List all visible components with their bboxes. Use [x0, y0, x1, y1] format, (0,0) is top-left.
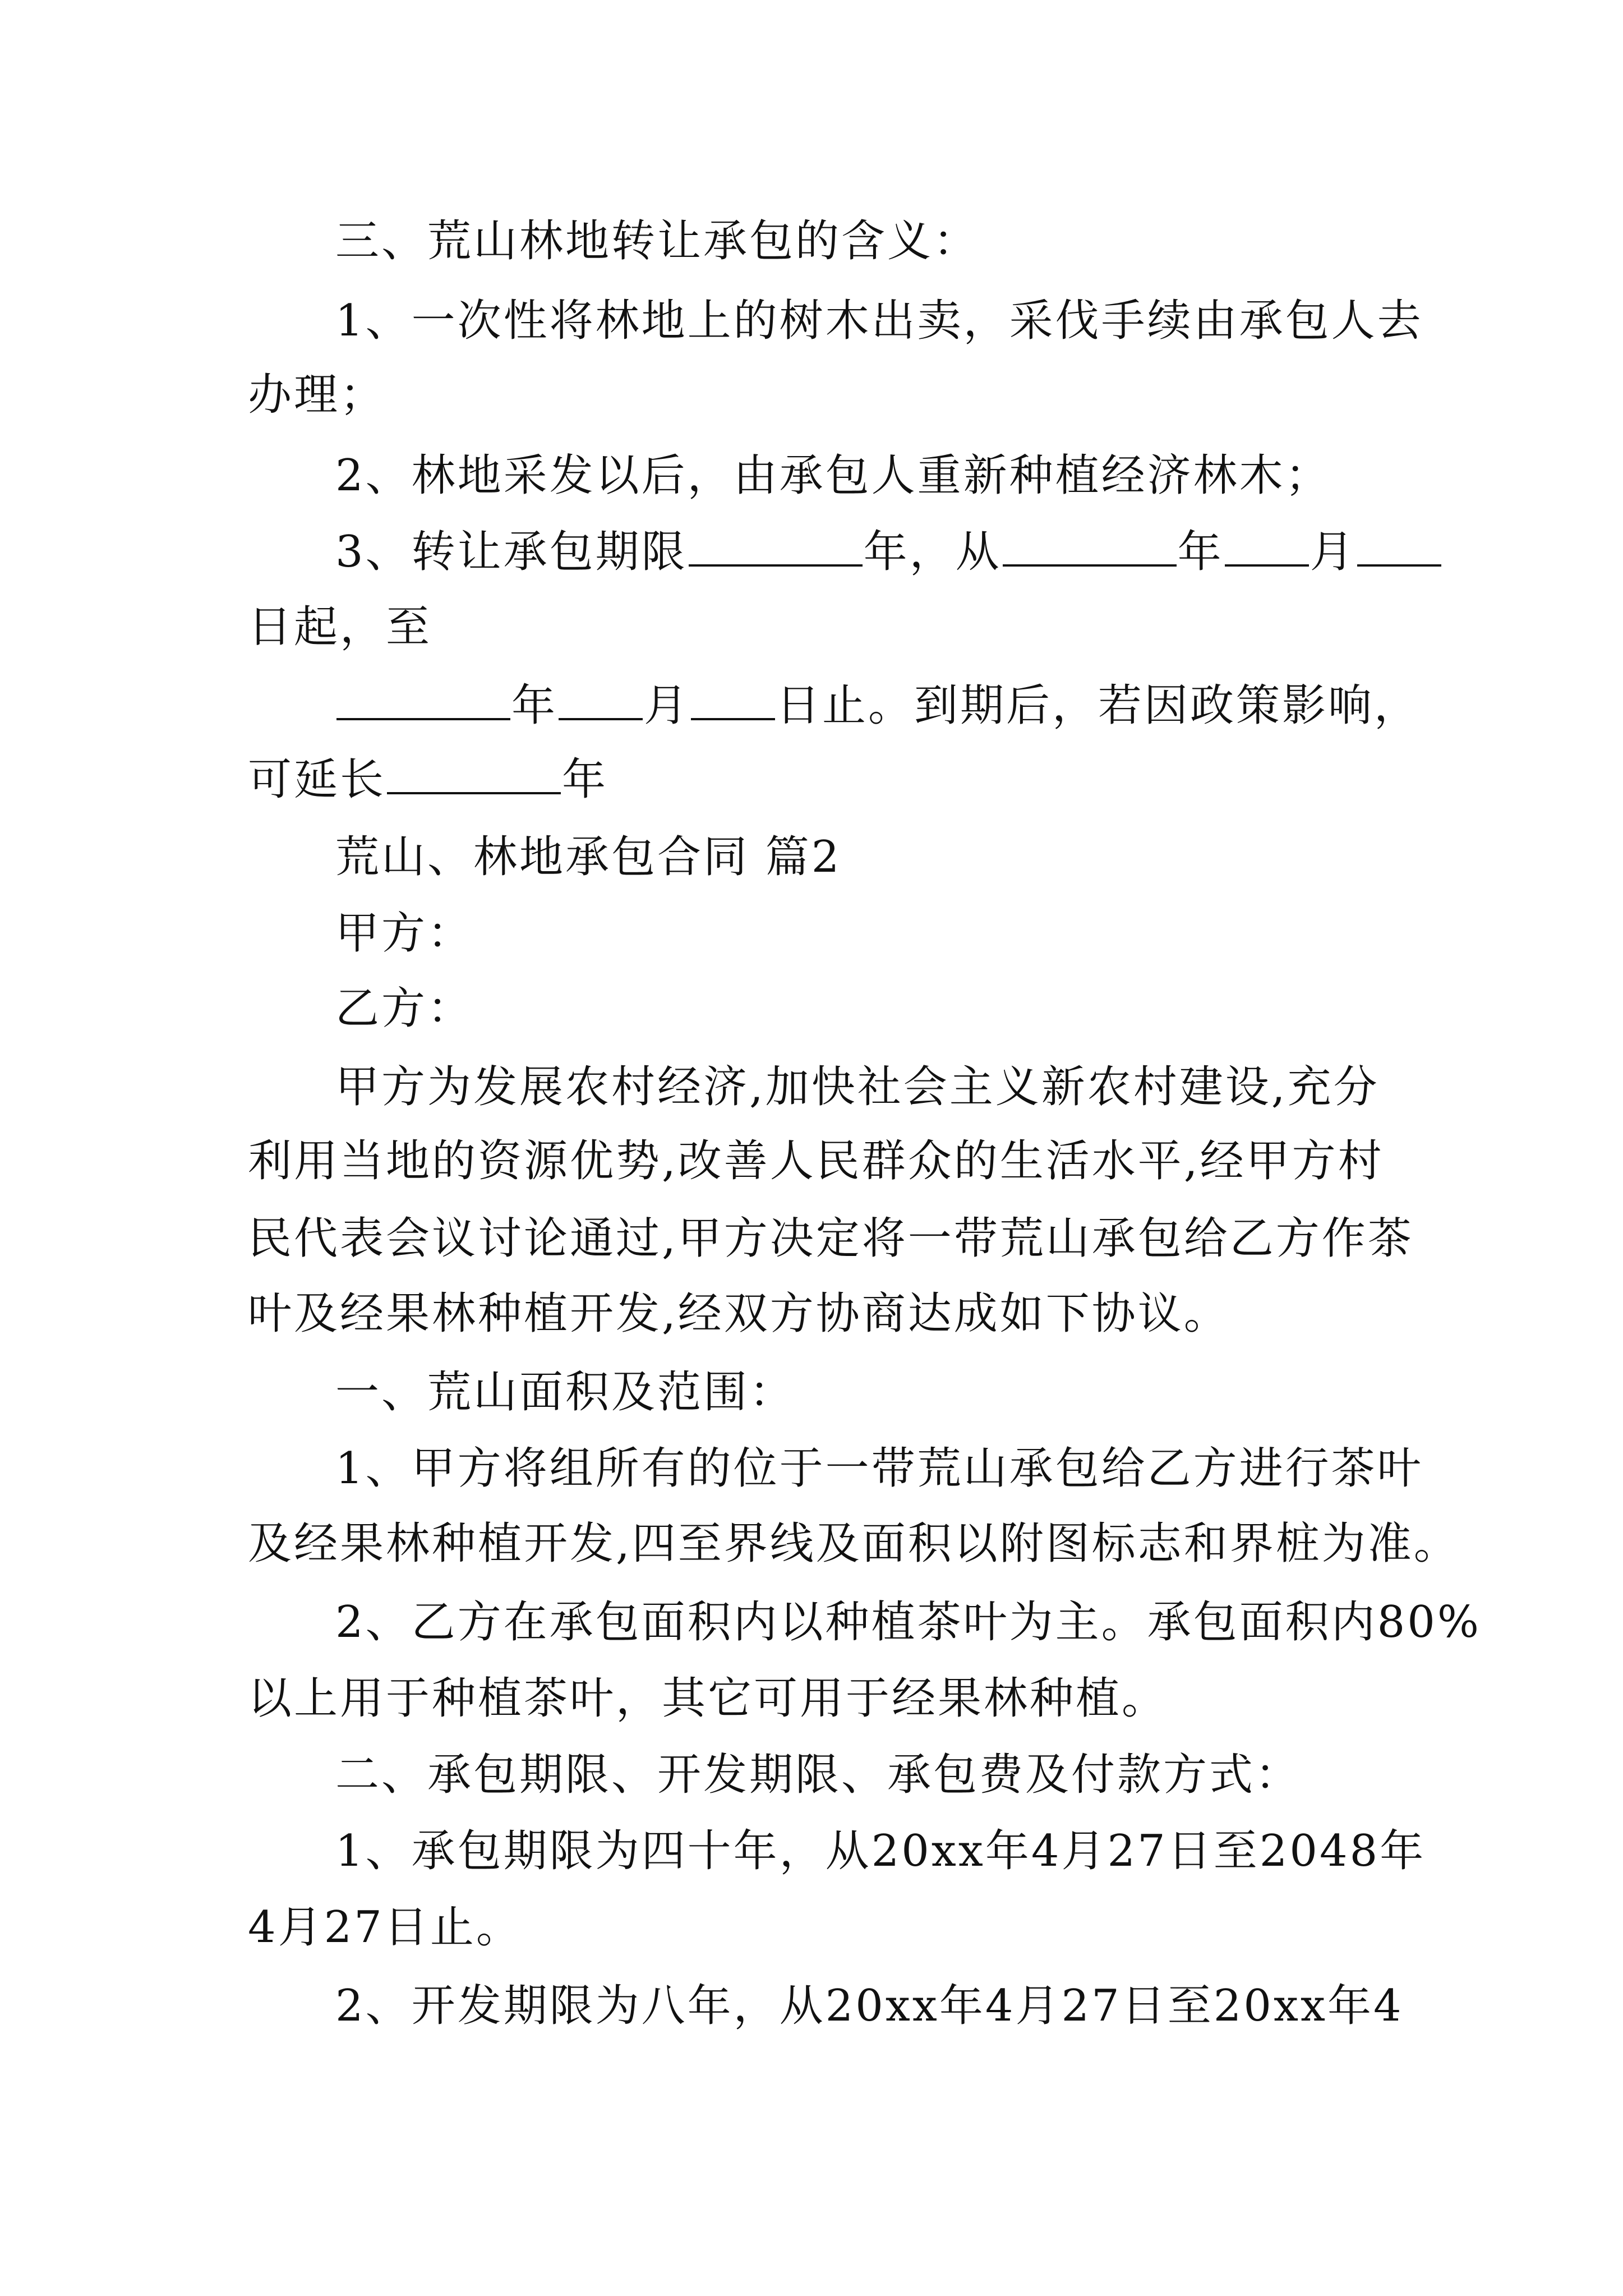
blank-underline [1357, 530, 1441, 567]
paragraph-line [335, 1441, 1423, 1497]
text: 叶及经果林种植开发,经双方协商达成如下协议。 [248, 1289, 1230, 1339]
text: 日止。到期后，若因政策影响， [776, 680, 1421, 731]
text: 1、一次性将林地上的树木出卖，采伐手续由承包人去 [335, 296, 1423, 346]
section-heading-2 [335, 1747, 1381, 1803]
text: 可延长 [248, 754, 386, 805]
paragraph-line [335, 1978, 1404, 2034]
paragraph-line [248, 367, 1381, 423]
paragraph-line [248, 1133, 1384, 1189]
text: 荒山、林地承包合同 篇2 [335, 832, 842, 882]
paragraph-line [335, 524, 1381, 580]
blank-underline [336, 683, 510, 720]
text: 年 [1177, 527, 1224, 577]
text: 三、荒山林地转让承包的含义： [335, 216, 980, 266]
paragraph-line [335, 1059, 1381, 1115]
section-heading-1 [335, 1364, 1381, 1420]
text: 年，从 [863, 527, 1002, 577]
blank-underline [691, 683, 775, 720]
party-a-line [335, 905, 1381, 961]
paragraph-line [248, 1211, 1414, 1267]
text: 年 [511, 680, 558, 731]
blank-underline [559, 683, 643, 720]
text: 一、荒山面积及范围： [335, 1367, 796, 1418]
text: 乙方： [335, 983, 474, 1034]
text: 甲方为发展农村经济,加快社会主义新农村建设,充分 [335, 1062, 1380, 1112]
text: 2、乙方在承包面积内以种植茶叶为主。承包面积内80% [335, 1597, 1481, 1648]
paragraph-line [248, 752, 1381, 808]
text: 以上用于种植茶叶，其它可用于经果林种植。 [248, 1673, 1168, 1724]
text: 1、承包期限为四十年，从20xx年4月27日至2048年 [335, 1826, 1426, 1876]
text: 利用当地的资源优势,改善人民群众的生活水平,经甲方村 [248, 1136, 1384, 1186]
paragraph-line [335, 448, 1381, 504]
contract-title [335, 829, 1381, 885]
text: 办理； [248, 370, 386, 420]
text: 月 [644, 680, 690, 731]
text: 4月27日止。 [248, 1902, 522, 1953]
paragraph-line [248, 1899, 1381, 1955]
paragraph-line [335, 1594, 1481, 1650]
section-heading-3 [335, 213, 1381, 269]
text: 民代表会议讨论通过,甲方决定将一带荒山承包给乙方作茶 [248, 1213, 1414, 1264]
paragraph-line [335, 678, 1421, 734]
text: 年 [562, 754, 608, 805]
text: 及经果林种植开发,四至界线及面积以附图标志和界桩为准。 [248, 1519, 1460, 1569]
paragraph-line [248, 1671, 1381, 1727]
text: 二、承包期限、开发期限、承包费及付款方式： [335, 1750, 1302, 1800]
text: 1、甲方将组所有的位于一带荒山承包给乙方进行茶叶 [335, 1443, 1423, 1494]
blank-underline [387, 757, 561, 794]
text: 日起，至 [248, 602, 432, 652]
text: 2、林地采发以后，由承包人重新种植经济林木； [335, 450, 1331, 501]
paragraph-line [248, 1516, 1460, 1572]
text: 3、转让承包期限 [335, 527, 688, 577]
paragraph-line [248, 1286, 1381, 1342]
text: 月 [1310, 527, 1356, 577]
text: 甲方： [335, 908, 474, 959]
paragraph-line [248, 599, 1381, 655]
party-b-line [335, 981, 1381, 1037]
text: 2、开发期限为八年，从20xx年4月27日至20xx年4 [335, 1981, 1404, 2031]
paragraph-line [335, 1823, 1426, 1879]
blank-underline [689, 530, 863, 567]
paragraph-line [335, 293, 1423, 349]
blank-underline [1225, 530, 1309, 567]
blank-underline [1003, 530, 1177, 567]
